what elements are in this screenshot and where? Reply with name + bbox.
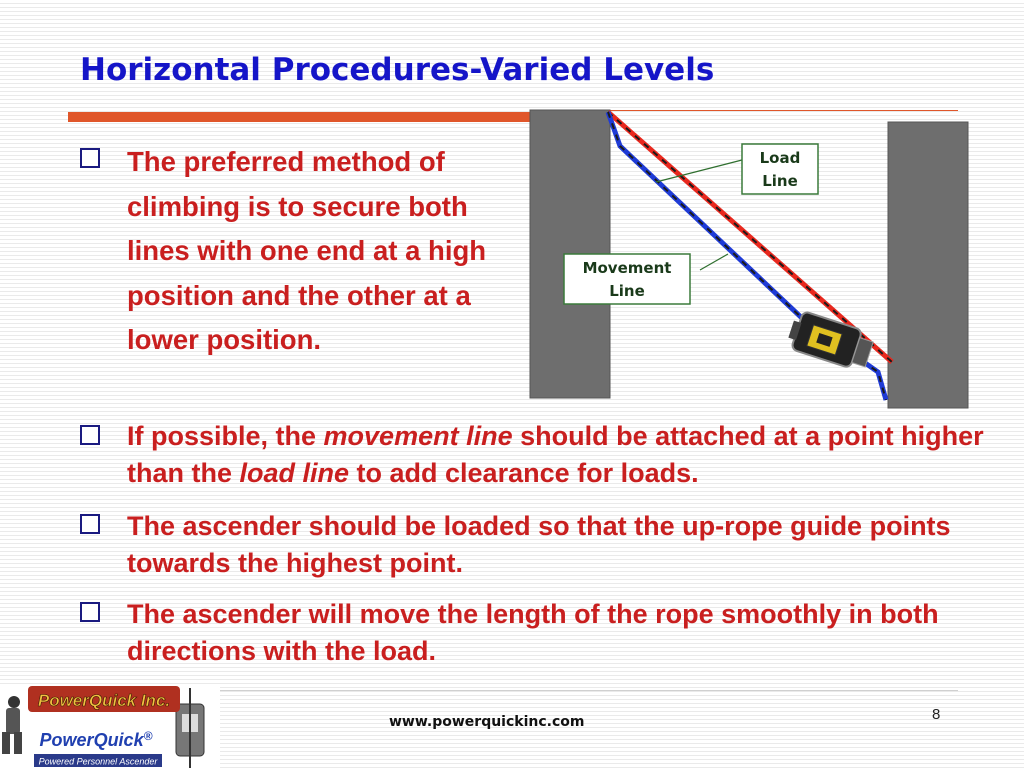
bullet-square-icon	[80, 602, 100, 622]
bullet-2-part-3: to add clearance for loads.	[349, 458, 699, 488]
bullet-square-icon	[80, 148, 100, 168]
bullet-2-part-1: If possible, the	[127, 421, 324, 451]
ascender-device-icon	[785, 309, 875, 372]
right-post	[888, 122, 968, 408]
load-label-line-1: Load	[759, 149, 801, 167]
powerquick-logo	[0, 684, 220, 768]
bullet-square-icon	[80, 514, 100, 534]
load-line-emphasis: load line	[239, 458, 350, 488]
slide-title: Horizontal Procedures-Varied Levels	[80, 52, 715, 88]
load-label-line-2: Line	[762, 172, 798, 190]
bullet-text-move-length: The ascender will move the length of the rope smoothly in both directions with the load.	[127, 599, 939, 666]
bullet-square-icon	[80, 425, 100, 445]
logo-brand-mid-text: PowerQuick	[39, 730, 144, 750]
footer-url-link[interactable]: www.powerquickinc.com	[389, 714, 585, 730]
movement-label-leader	[700, 254, 728, 270]
logo-tagline: Powered Personnel Ascender	[38, 756, 158, 767]
bullet-text-movement-line	[127, 418, 987, 492]
rope-diagram	[520, 100, 980, 420]
movement-label-line-1: Movement	[582, 259, 672, 277]
movement-label-line-2: Line	[609, 282, 645, 300]
logo-registered-mark: ®	[143, 729, 153, 743]
logo-brand-mid	[40, 729, 153, 750]
load-line-label	[742, 144, 818, 194]
logo-brand-top: PowerQuick Inc.	[37, 691, 171, 710]
bullet-text-up-rope-guide: The ascender should be loaded so that the up-rope guide points towards the highest point.	[127, 511, 951, 578]
movement-line-emphasis: movement line	[323, 421, 513, 451]
bullet-text-preferred-method: The preferred method of climbing is to secure both lines with one end at a high position and the other at a lower position.	[127, 146, 487, 355]
title-accent-bar	[68, 112, 530, 122]
bullet-2-part-2: should be attached at a point higher than the	[127, 421, 984, 488]
page-number: 8	[932, 706, 941, 723]
movement-line-label	[564, 254, 690, 304]
